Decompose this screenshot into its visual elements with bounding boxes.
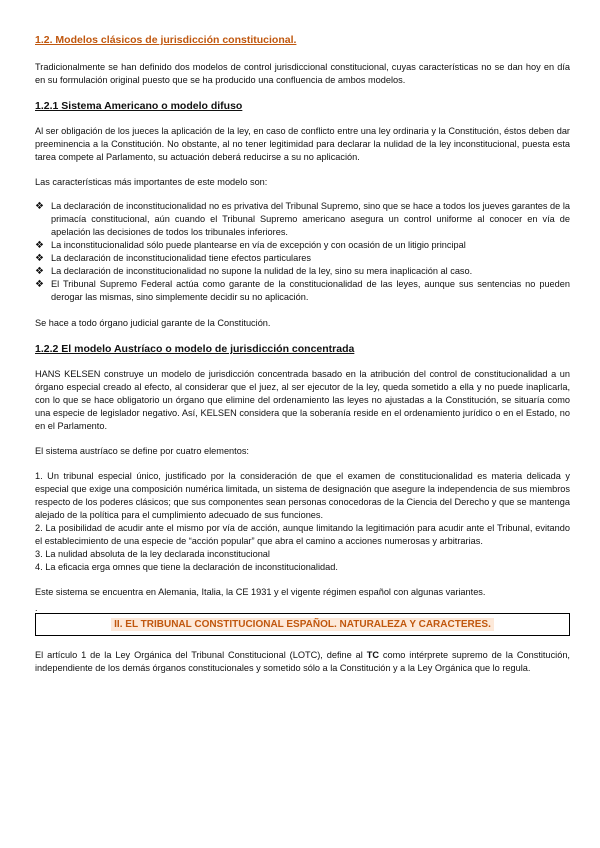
section-title-II: II. EL TRIBUNAL CONSTITUCIONAL ESPAÑOL. NATURALEZA Y CARACTERES. xyxy=(111,618,494,631)
stray-mark: . xyxy=(35,603,38,613)
list-item: 1. Un tribunal especial único, justificado por la consideración de que el examen de constitucionalidad es materia delicada y especial que exige una composición numérica limitada, un sistema de designación que asegure la independencia de sus miembros respecto de los poderes clásicos; que sus componentes sean personas conocedoras de la Ciencia del Derecho y que se mantenga alejado de la política para el cumplimiento adecuado de sus funciones. xyxy=(35,471,570,520)
american-paragraph-3: Se hace a todo órgano judicial garante de la Constitución. xyxy=(35,318,271,328)
characteristics-list xyxy=(35,200,570,304)
section-title-box xyxy=(35,613,570,636)
austrian-paragraph-3: Este sistema se encuentra en Alemania, Italia, la CE 1931 y el vigente régimen español con algunas variantes. xyxy=(35,587,486,597)
austrian-paragraph-1: HANS KELSEN construye un modelo de jurisdicción concentrada basado en la atribución del control de constitucionalidad a un órgano especial creado al efecto, al considerar que el juez, al ser ejecutor de la ley, queda sometido a ella y no puede inaplicarla, con lo que se hace obligatorio un órgano que elimine del ordenamiento las leyes no ajustadas a la Constitución, se situaría como una especie de legislador negativo. Así, KELSEN considera que la soberanía reside en el ordenamiento jurídico o en el Estado, no en el Parlamento. xyxy=(35,369,570,431)
diamond-bullet-icon: ❖ xyxy=(35,201,44,212)
diamond-bullet-icon: ❖ xyxy=(35,253,44,264)
diamond-bullet-icon: ❖ xyxy=(35,240,44,251)
list-item: ❖ La inconstitucionalidad sólo puede plantearse en vía de excepción y con ocasión de un litigio principal xyxy=(35,240,466,251)
austrian-paragraph-2: El sistema austríaco se define por cuatro elementos: xyxy=(35,446,249,456)
american-paragraph-1: Al ser obligación de los jueces la aplicación de la ley, en caso de conflicto entre una ley ordinaria y la Constitución, éstos deben dar preeminencia a la Constitución. No obstante, al no tener legitimidad para declarar la nulidad de la ley inconstitucional, puesta esta tarea compete al Parlamento, su actuación deberá reducirse a su no aplicación. xyxy=(35,126,570,162)
section-title-1-2-2: 1.2.2 El modelo Austríaco o modelo de jurisdicción concentrada xyxy=(35,343,355,355)
section-title-1-2-1: 1.2.1 Sistema Americano o modelo difuso xyxy=(35,100,243,112)
diamond-bullet-icon: ❖ xyxy=(35,266,44,277)
section-title-1-2: 1.2. Modelos clásicos de jurisdicción constitucional. xyxy=(35,34,297,46)
list-item: 4. La eficacia erga omnes que tiene la declaración de inconstitucionalidad. xyxy=(35,562,338,572)
list-item: 3. La nulidad absoluta de la ley declarada inconstitucional xyxy=(35,549,270,559)
diamond-bullet-icon: ❖ xyxy=(35,279,44,290)
list-item: 2. La posibilidad de acudir ante el mismo por vía de acción, aunque limitando la legitimación para acudir ante el Tribunal, evitando el establecimiento de una especie de “acción popular” que abra el camino a acciones numerosas y arbitrarias. xyxy=(35,523,570,546)
list-item: ❖ La declaración de inconstitucionalidad tiene efectos particulares xyxy=(35,253,311,264)
intro-paragraph: Tradicionalmente se han definido dos modelos de control jurisdiccional constitucional, cuyas características no se dan hoy en día en su formulación original puesto que se ha producido una confluencia de ambos modelos. xyxy=(35,62,570,85)
document-page xyxy=(35,34,570,675)
list-item: ❖ La declaración de inconstitucionalidad no supone la nulidad de la ley, sino su mera inaplicación al caso. xyxy=(35,266,473,277)
tc-paragraph: El artículo 1 de la Ley Orgánica del Tribunal Constitucional (LOTC), define al TC como intérprete supremo de la Constitución, independiente de los demás órganos constitucionales y sometido sólo a la Constitución y a la Ley Orgánica que lo regula. xyxy=(35,650,570,673)
american-paragraph-2: Las características más importantes de este modelo son: xyxy=(35,177,268,187)
list-item: ❖ El Tribunal Supremo Federal actúa como garante de la constitucionalidad de las leyes, aunque sus sentencias no pueden derogar las mismas, sino simplemente decidir su no aplicación. xyxy=(35,279,570,302)
elements-list xyxy=(35,470,570,574)
list-item: ❖ La declaración de inconstitucionalidad no es privativa del Tribunal Supremo, sino que se hace a todos los jueves garantes de la primacía constitucional, aún cuando el Tribunal Supremo americano asegura un control uniforme al conocer en vía de apelación las decisiones de todos los tribunales inferiores. xyxy=(35,201,570,237)
